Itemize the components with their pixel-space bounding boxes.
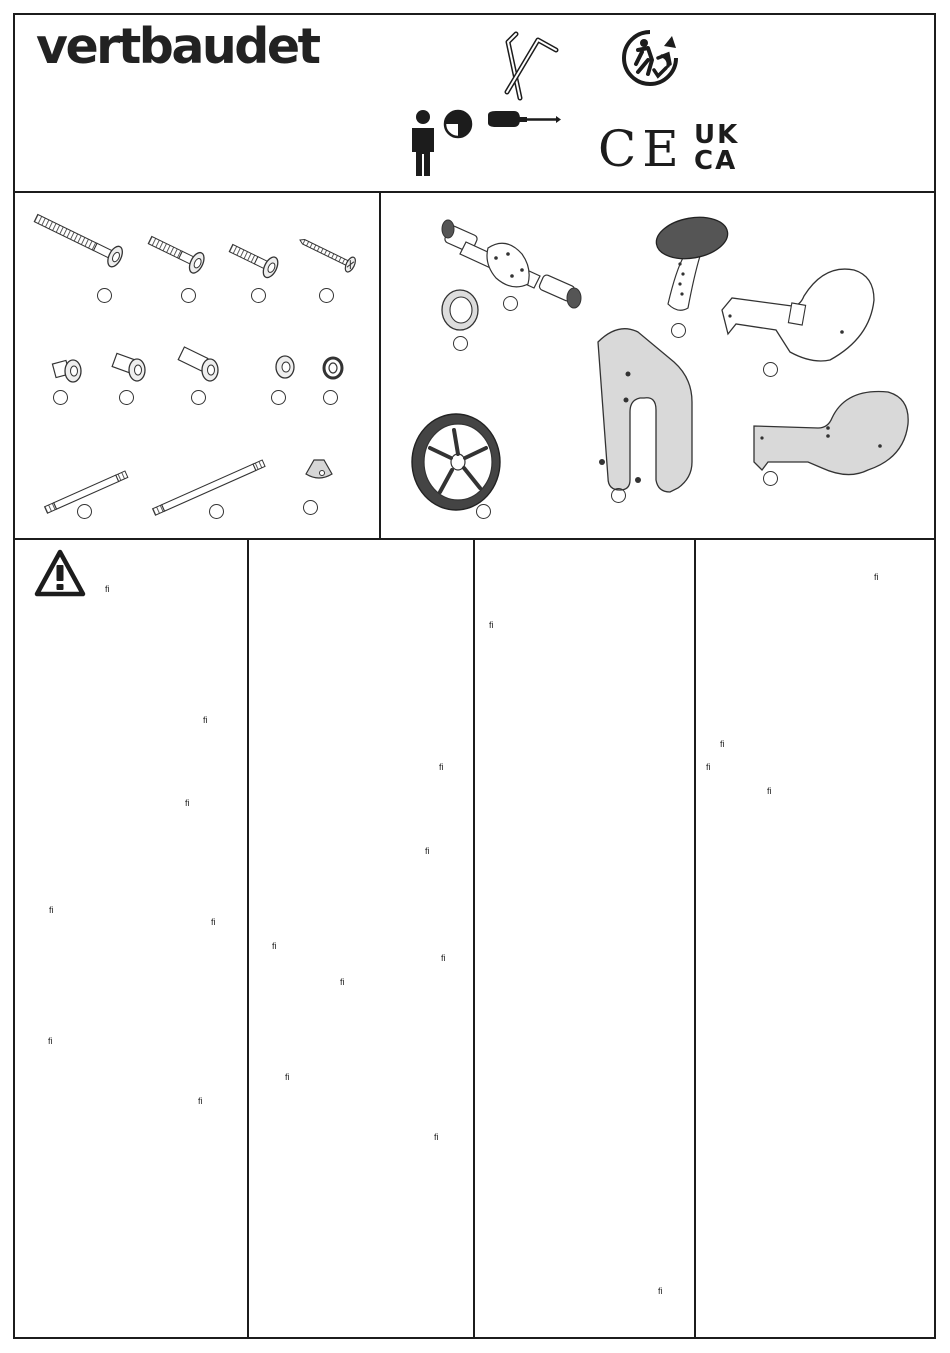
part-label-circle: [323, 390, 338, 405]
part-label-circle: [119, 390, 134, 405]
warning-icon: [34, 549, 86, 597]
text-column-divider-1: [247, 539, 249, 1339]
part-label-circle: [611, 488, 626, 503]
long-bushing: [178, 347, 218, 381]
brand-logo: vertbaudet: [36, 18, 319, 75]
ligature-fi: fi: [441, 953, 446, 963]
ukca-mark: [694, 122, 739, 174]
part-label-circle: [271, 390, 286, 405]
spring-washer: [324, 358, 342, 378]
ligature-fi: fi: [706, 762, 711, 772]
flat-washer: [276, 356, 294, 378]
part-label-circle: [476, 504, 491, 519]
part-label-circle: [181, 288, 196, 303]
medium-bolt: [145, 230, 207, 275]
ligature-fi: fi: [48, 1036, 53, 1046]
seat: [653, 212, 731, 310]
headset-ring: [442, 290, 478, 330]
text-column-divider-2: [473, 539, 475, 1339]
ligature-fi: fi: [658, 1286, 663, 1296]
small-bushing: [52, 360, 81, 382]
ligature-fi: fi: [185, 798, 190, 808]
part-label-circle: [209, 504, 224, 519]
recycling-triman-icon: [620, 28, 680, 88]
ligature-fi: fi: [489, 620, 494, 630]
long-axle: [153, 460, 265, 515]
allen-key-icon: [500, 30, 562, 102]
part-label-circle: [303, 500, 318, 515]
wood-screw: [296, 233, 357, 274]
part-label-circle: [97, 288, 112, 303]
body-panel-lower: [754, 392, 908, 475]
ligature-fi: fi: [105, 584, 110, 594]
body-panel-upper: [722, 269, 874, 361]
fork-plate: [598, 329, 692, 492]
ligature-fi: fi: [439, 762, 444, 772]
ligature-fi: fi: [340, 977, 345, 987]
ukca-bottom: CA: [694, 146, 738, 176]
ligature-fi: fi: [198, 1096, 203, 1106]
text-column-divider-3: [694, 539, 696, 1339]
part-label-circle: [251, 288, 266, 303]
ce-mark: CE: [598, 120, 685, 178]
ligature-fi: fi: [425, 846, 430, 856]
part-label-circle: [77, 504, 92, 519]
hardware-parts: [0, 0, 380, 540]
ligature-fi: fi: [767, 786, 772, 796]
ligature-fi: fi: [49, 905, 54, 915]
ligature-fi: fi: [434, 1132, 439, 1142]
ligature-fi: fi: [272, 941, 277, 951]
part-label-circle: [763, 471, 778, 486]
part-label-circle: [53, 390, 68, 405]
child-age-icon: [406, 108, 474, 178]
part-label-circle: [319, 288, 334, 303]
part-label-circle: [453, 336, 468, 351]
part-label-circle: [671, 323, 686, 338]
short-bolt: [226, 238, 281, 280]
part-label-circle: [503, 296, 518, 311]
ligature-fi: fi: [285, 1072, 290, 1082]
ukca-top: UK: [694, 120, 740, 150]
medium-bushing: [112, 353, 145, 381]
screwdriver-icon: [484, 109, 564, 133]
part-label-circle: [763, 362, 778, 377]
frame-parts: [380, 192, 936, 538]
ligature-fi: fi: [874, 572, 879, 582]
ligature-fi: fi: [720, 739, 725, 749]
ligature-fi: fi: [211, 917, 216, 927]
part-label-circle: [191, 390, 206, 405]
wheel: [412, 414, 500, 510]
ligature-fi: fi: [203, 715, 208, 725]
end-cap: [306, 460, 332, 478]
long-bolt: [31, 208, 125, 269]
